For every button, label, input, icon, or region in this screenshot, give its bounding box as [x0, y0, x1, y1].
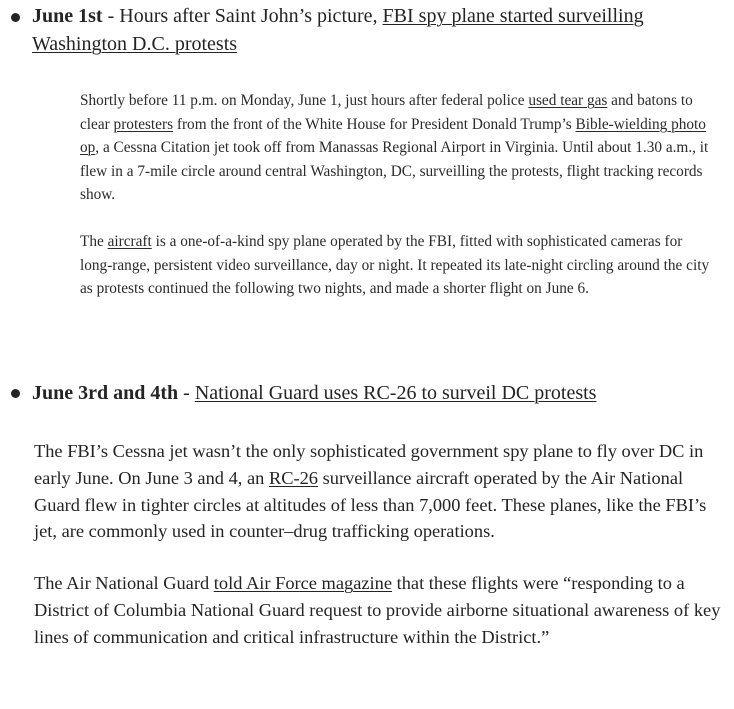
quoted-excerpt — [80, 89, 710, 301]
body-paragraph-2 — [34, 570, 724, 650]
aircraft-link[interactable]: aircraft — [107, 232, 152, 250]
bullet-date: June 3rd and 4th — [32, 382, 179, 404]
bullet-lead-text: Hours after Saint John’s picture, — [119, 5, 383, 27]
used-tear-gas-link[interactable]: used tear gas — [528, 92, 608, 109]
national-guard-rc26-link[interactable]: National Guard uses RC-26 to surveil DC protests — [194, 382, 597, 404]
bullet-separator: - — [178, 382, 195, 404]
text-segment: is a one-of-a-kind spy plane operated by the FBI, fitted with sophisticated cameras for long-range, persistent video surveillance, day or night. It repeated its late-night circling around the city as protests continued the following two nights, and made a shorter flight on June 6. — [80, 232, 710, 298]
text-segment: The Air National Guard — [34, 573, 214, 594]
bible-photo-op-link[interactable]: Bible-wielding photo op — [80, 115, 706, 157]
bullet-heading — [32, 379, 732, 407]
text-segment: from the front of the White House for President Donald Trump’s — [173, 115, 576, 133]
quote-paragraph-1 — [80, 89, 710, 207]
air-force-magazine-link[interactable]: told Air Force magazine — [213, 573, 393, 594]
bullet-dot — [11, 13, 20, 22]
bullet-date: June 1st — [32, 5, 103, 27]
text-segment: and batons to clear — [80, 92, 693, 133]
protesters-link[interactable]: protesters — [113, 115, 174, 133]
text-segment: Shortly before 11 p.m. on Monday, June 1, just hours after federal police — [80, 92, 529, 109]
article-body — [34, 438, 724, 651]
text-segment: , a Cessna Citation jet took off from Manassas Regional Airport in Virginia. Until about 1.30 a.m., it flew in a 7-mile circle around central Washington, DC, surveilling the protests, flight tracking records show. — [80, 139, 709, 204]
rc-26-link[interactable]: RC-26 — [268, 467, 318, 488]
bullet-heading — [32, 2, 732, 58]
text-segment: that these flights were “responding to a District of Columbia National Guard request to provide airborne situational awareness of key lines of communication and critical infrastructure within the District.” — [34, 573, 721, 647]
fbi-spy-plane-link[interactable]: FBI spy plane started surveilling Washington D.C. protests — [32, 5, 644, 55]
text-segment: The FBI’s Cessna jet wasn’t the only sophisticated government spy plane to fly over DC in early June. On June 3 and 4, an — [34, 441, 704, 488]
bullet-separator: - — [102, 5, 120, 27]
body-paragraph-1 — [34, 438, 724, 545]
bullet-dot — [11, 389, 20, 398]
text-segment: surveillance aircraft operated by the Air National Guard flew in tighter circles at altitudes of less than 7,000 feet. These planes, like the FBI’s jet, are commonly used in counter–drug trafficking operations. — [34, 467, 707, 542]
quote-paragraph-2 — [80, 230, 710, 301]
text-segment: The — [80, 232, 108, 250]
